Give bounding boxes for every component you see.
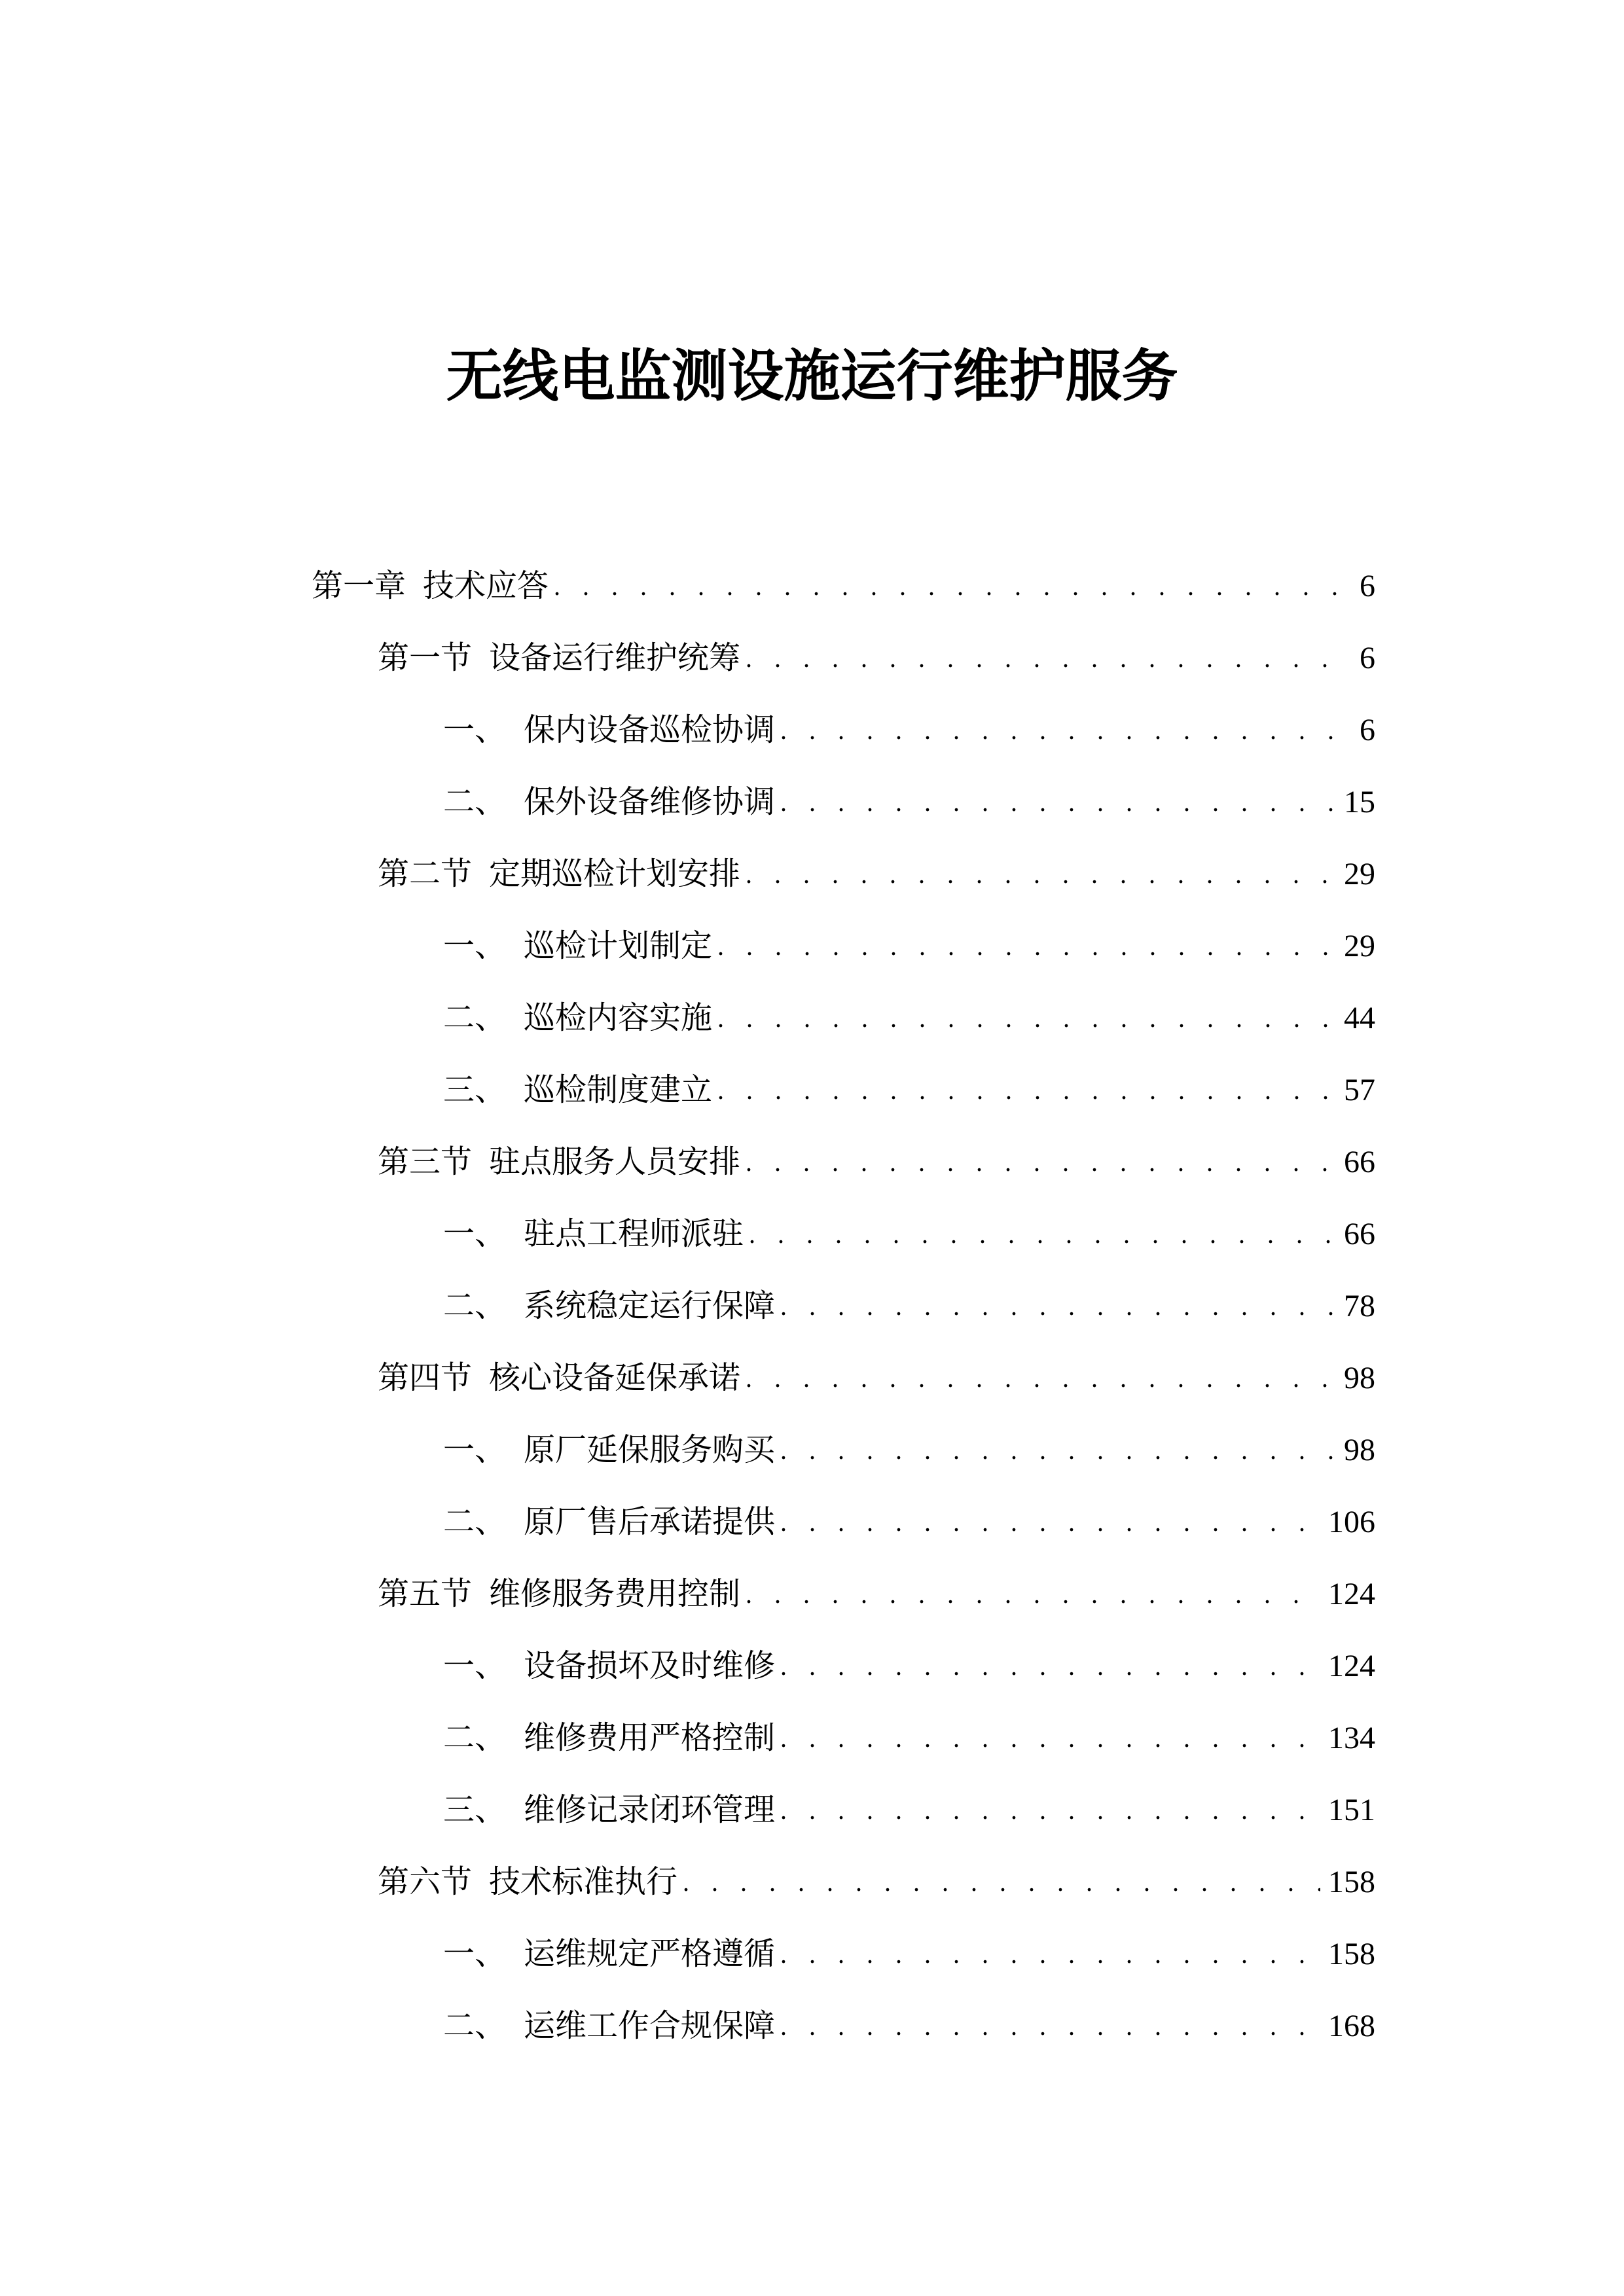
dot-leader [780, 766, 1336, 838]
dot-leader [746, 622, 1352, 694]
dot-leader [554, 550, 1352, 622]
dot-leader [683, 1846, 1320, 1918]
toc-entry-prefix: 第五节 [378, 1577, 473, 1611]
toc-entry-prefix: 第四节 [378, 1361, 473, 1395]
dot-leader [717, 910, 1336, 982]
toc-entry-title: 保内设备巡检协调 [524, 713, 776, 747]
dot-leader [780, 1702, 1320, 1774]
toc-section[interactable] [378, 1846, 1375, 1918]
dot-leader [746, 838, 1336, 910]
toc-entry-prefix: 一、 [443, 929, 507, 963]
document-title: 无线电监测设施运行维护服务 [446, 345, 1178, 408]
toc-page-number: 124 [1328, 1577, 1375, 1611]
toc-page-number: 124 [1328, 1649, 1375, 1683]
toc-entry-prefix: 二、 [443, 1505, 507, 1539]
dot-leader [780, 1774, 1320, 1846]
toc-entry-title: 维修费用严格控制 [524, 1721, 776, 1755]
toc-item[interactable] [443, 1702, 1375, 1774]
toc-section[interactable] [378, 1558, 1375, 1630]
toc-entry-title: 技术标准执行 [489, 1865, 678, 1899]
toc-entry-title: 驻点工程师派驻 [524, 1217, 744, 1251]
toc-page-number: 57 [1344, 1073, 1375, 1107]
dot-leader [780, 1486, 1320, 1558]
toc-entry-title: 巡检制度建立 [524, 1073, 713, 1107]
toc-page-number: 29 [1344, 929, 1375, 963]
dot-leader [780, 1918, 1320, 1990]
toc-entry-title: 定期巡检计划安排 [489, 857, 741, 891]
toc-entry-prefix: 一、 [443, 1649, 507, 1683]
toc-section[interactable] [378, 622, 1375, 694]
dot-leader [746, 1558, 1320, 1630]
toc-entry-title: 巡检计划制定 [524, 929, 713, 963]
toc-page-number: 6 [1360, 641, 1375, 675]
toc-entry-title: 核心设备延保承诺 [489, 1361, 741, 1395]
toc-page-number: 106 [1328, 1505, 1375, 1539]
toc-section[interactable] [378, 838, 1375, 910]
toc-page-number: 78 [1344, 1289, 1375, 1323]
toc-page-number: 66 [1344, 1217, 1375, 1251]
toc-entry-prefix: 二、 [443, 1001, 507, 1035]
toc-page-number: 66 [1344, 1145, 1375, 1179]
toc-page-number: 151 [1328, 1793, 1375, 1827]
dot-leader [780, 1414, 1336, 1486]
toc-page-number: 158 [1328, 1937, 1375, 1971]
toc-item[interactable] [443, 910, 1375, 982]
toc-page-number: 158 [1328, 1865, 1375, 1899]
toc-item[interactable] [443, 1918, 1375, 1990]
toc-page-number: 6 [1360, 569, 1375, 603]
toc-entry-prefix: 第一章 [312, 569, 406, 603]
toc-entry-title: 保外设备维修协调 [524, 785, 776, 819]
toc-entry-title: 技术应答 [423, 569, 549, 603]
toc-item[interactable] [443, 766, 1375, 838]
toc-entry-prefix: 一、 [443, 1937, 507, 1971]
toc-item[interactable] [443, 982, 1375, 1054]
toc-entry-prefix: 三、 [443, 1793, 507, 1827]
toc-entry-prefix: 一、 [443, 713, 507, 747]
dot-leader [717, 982, 1336, 1054]
toc-entry-title: 维修记录闭环管理 [524, 1793, 776, 1827]
toc-page-number: 6 [1360, 713, 1375, 747]
toc-item[interactable] [443, 1774, 1375, 1846]
toc-page-number: 29 [1344, 857, 1375, 891]
toc-entry-prefix: 第二节 [378, 857, 473, 891]
toc-entry-prefix: 二、 [443, 1721, 507, 1755]
toc-entry-prefix: 第三节 [378, 1145, 473, 1179]
dot-leader [746, 1126, 1336, 1198]
dot-leader [780, 1270, 1336, 1342]
toc-entry-prefix: 二、 [443, 1289, 507, 1323]
toc-entry-prefix: 第一节 [378, 641, 473, 675]
dot-leader [780, 1630, 1320, 1702]
dot-leader [749, 1198, 1336, 1270]
toc-item[interactable] [443, 1054, 1375, 1126]
toc-entry-title: 维修服务费用控制 [489, 1577, 741, 1611]
toc-entry-prefix: 第六节 [378, 1865, 473, 1899]
toc-item[interactable] [443, 1414, 1375, 1486]
dot-leader [717, 1054, 1336, 1126]
toc-entry-title: 驻点服务人员安排 [489, 1145, 741, 1179]
toc-entry-prefix: 二、 [443, 785, 507, 819]
toc-chapter[interactable] [312, 550, 1375, 622]
toc-entry-title: 运维工作合规保障 [524, 2009, 776, 2043]
toc-section[interactable] [378, 1342, 1375, 1414]
toc-item[interactable] [443, 1198, 1375, 1270]
toc-entry-prefix: 三、 [443, 1073, 507, 1107]
toc-page-number: 168 [1328, 2009, 1375, 2043]
toc-item[interactable] [443, 1990, 1375, 2062]
toc-item[interactable] [443, 1270, 1375, 1342]
toc-entry-title: 原厂售后承诺提供 [524, 1505, 776, 1539]
toc-entry-prefix: 一、 [443, 1433, 507, 1467]
toc-entry-title: 设备运行维护统筹 [489, 641, 741, 675]
toc-page-number: 98 [1344, 1361, 1375, 1395]
toc-entry-title: 巡检内容实施 [524, 1001, 713, 1035]
toc-item[interactable] [443, 1630, 1375, 1702]
toc-page-number: 15 [1344, 785, 1375, 819]
toc-page-number: 98 [1344, 1433, 1375, 1467]
dot-leader [780, 694, 1352, 766]
toc-page-number: 134 [1328, 1721, 1375, 1755]
toc-entry-prefix: 一、 [443, 1217, 507, 1251]
dot-leader [780, 1990, 1320, 2062]
toc-item[interactable] [443, 694, 1375, 766]
dot-leader [746, 1342, 1336, 1414]
toc-entry-title: 运维规定严格遵循 [524, 1937, 776, 1971]
toc-entry-title: 设备损坏及时维修 [524, 1649, 776, 1683]
toc-entry-prefix: 二、 [443, 2009, 507, 2043]
toc-entry-title: 系统稳定运行保障 [524, 1289, 776, 1323]
toc-page-number: 44 [1344, 1001, 1375, 1035]
toc-section[interactable] [378, 1126, 1375, 1198]
toc-entry-title: 原厂延保服务购买 [524, 1433, 776, 1467]
toc-item[interactable] [443, 1486, 1375, 1558]
